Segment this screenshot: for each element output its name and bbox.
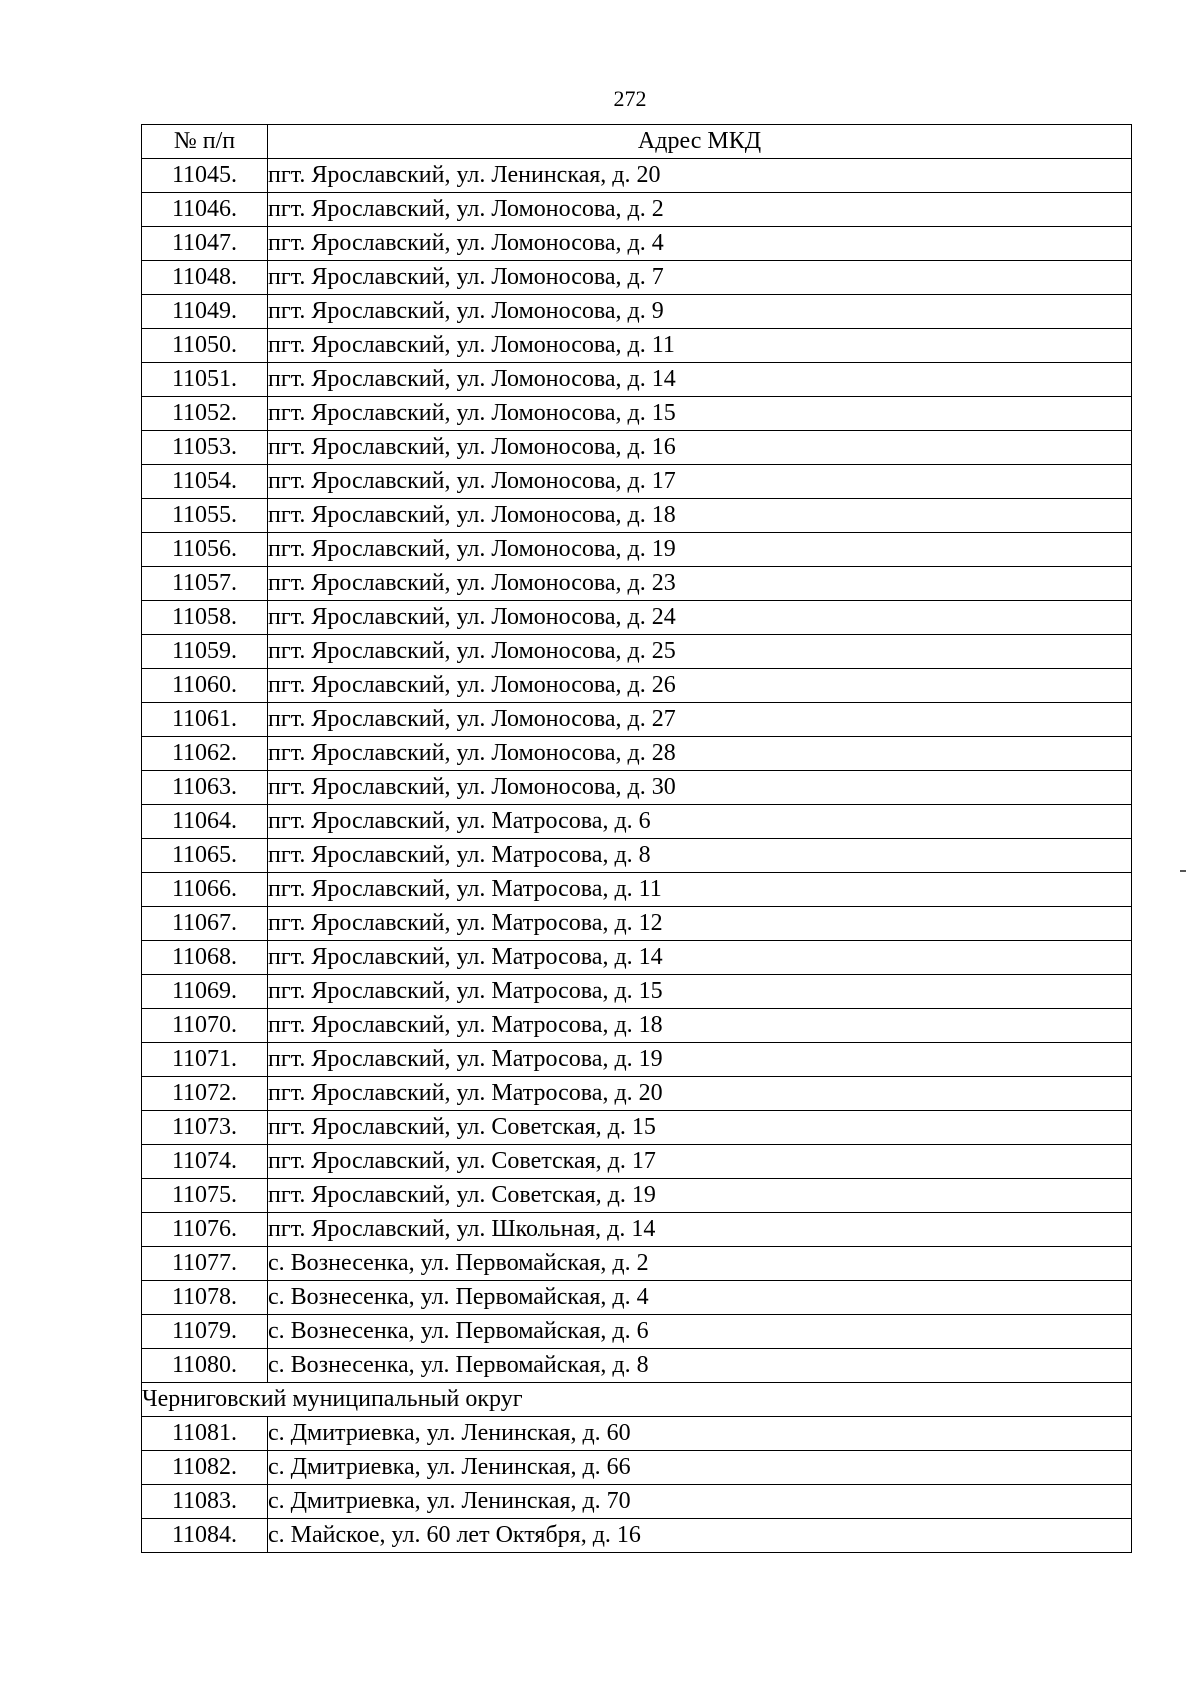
table-row [142, 873, 1132, 907]
row-address: пгт. Ярославский, ул. Школьная, д. 14 [268, 1213, 1132, 1247]
table-row [142, 635, 1132, 669]
row-address: пгт. Ярославский, ул. Ломоносова, д. 27 [268, 703, 1132, 737]
row-address: пгт. Ярославский, ул. Советская, д. 19 [268, 1179, 1132, 1213]
table-row [142, 839, 1132, 873]
row-number: 11047. [142, 227, 268, 261]
table-row [142, 261, 1132, 295]
row-address: пгт. Ярославский, ул. Ломоносова, д. 11 [268, 329, 1132, 363]
table-row [142, 601, 1132, 635]
table-row [142, 941, 1132, 975]
row-address: пгт. Ярославский, ул. Ломоносова, д. 24 [268, 601, 1132, 635]
column-header-number: № п/п [142, 125, 268, 159]
row-address: пгт. Ярославский, ул. Матросова, д. 12 [268, 907, 1132, 941]
row-number: 11079. [142, 1315, 268, 1349]
row-number: 11065. [142, 839, 268, 873]
row-number: 11058. [142, 601, 268, 635]
row-number: 11083. [142, 1485, 268, 1519]
table-row [142, 397, 1132, 431]
row-number: 11063. [142, 771, 268, 805]
row-address: пгт. Ярославский, ул. Ленинская, д. 20 [268, 159, 1132, 193]
row-address: пгт. Ярославский, ул. Ломоносова, д. 18 [268, 499, 1132, 533]
row-address: с. Дмитриевка, ул. Ленинская, д. 70 [268, 1485, 1132, 1519]
row-number: 11072. [142, 1077, 268, 1111]
row-address: с. Дмитриевка, ул. Ленинская, д. 66 [268, 1451, 1132, 1485]
table-row [142, 771, 1132, 805]
table-row [142, 1009, 1132, 1043]
row-address: пгт. Ярославский, ул. Ломоносова, д. 30 [268, 771, 1132, 805]
row-number: 11051. [142, 363, 268, 397]
row-number: 11082. [142, 1451, 268, 1485]
mkd-address-table [141, 124, 1132, 1553]
row-address: с. Майское, ул. 60 лет Октября, д. 16 [268, 1519, 1132, 1553]
table-row [142, 907, 1132, 941]
row-address: пгт. Ярославский, ул. Ломоносова, д. 7 [268, 261, 1132, 295]
row-address: с. Дмитриевка, ул. Ленинская, д. 60 [268, 1417, 1132, 1451]
row-number: 11048. [142, 261, 268, 295]
row-number: 11068. [142, 941, 268, 975]
row-number: 11056. [142, 533, 268, 567]
table-row [142, 193, 1132, 227]
table-row [142, 295, 1132, 329]
table-row [142, 1281, 1132, 1315]
row-number: 11075. [142, 1179, 268, 1213]
row-address: пгт. Ярославский, ул. Матросова, д. 18 [268, 1009, 1132, 1043]
table-row [142, 805, 1132, 839]
row-number: 11070. [142, 1009, 268, 1043]
table-row [142, 1519, 1132, 1553]
row-number: 11050. [142, 329, 268, 363]
row-number: 11067. [142, 907, 268, 941]
row-number: 11071. [142, 1043, 268, 1077]
scan-margin-mark [1180, 870, 1186, 872]
row-address: пгт. Ярославский, ул. Советская, д. 15 [268, 1111, 1132, 1145]
row-address: пгт. Ярославский, ул. Ломоносова, д. 4 [268, 227, 1132, 261]
table-row [142, 1315, 1132, 1349]
row-address: пгт. Ярославский, ул. Матросова, д. 20 [268, 1077, 1132, 1111]
table-row [142, 329, 1132, 363]
table-row [142, 1247, 1132, 1281]
row-address: пгт. Ярославский, ул. Матросова, д. 6 [268, 805, 1132, 839]
table-body [142, 159, 1132, 1553]
row-number: 11074. [142, 1145, 268, 1179]
table-row [142, 1145, 1132, 1179]
table-row [142, 533, 1132, 567]
row-number: 11076. [142, 1213, 268, 1247]
row-address: пгт. Ярославский, ул. Ломоносова, д. 28 [268, 737, 1132, 771]
row-address: пгт. Ярославский, ул. Матросова, д. 11 [268, 873, 1132, 907]
table-row [142, 499, 1132, 533]
table-row [142, 567, 1132, 601]
row-address: пгт. Ярославский, ул. Матросова, д. 14 [268, 941, 1132, 975]
row-number: 11057. [142, 567, 268, 601]
row-number: 11080. [142, 1349, 268, 1383]
row-address: пгт. Ярославский, ул. Ломоносова, д. 15 [268, 397, 1132, 431]
table-row [142, 975, 1132, 1009]
table-row [142, 227, 1132, 261]
row-number: 11069. [142, 975, 268, 1009]
row-number: 11046. [142, 193, 268, 227]
row-number: 11073. [142, 1111, 268, 1145]
row-address: пгт. Ярославский, ул. Ломоносова, д. 14 [268, 363, 1132, 397]
row-number: 11084. [142, 1519, 268, 1553]
row-address: пгт. Ярославский, ул. Ломоносова, д. 9 [268, 295, 1132, 329]
row-number: 11062. [142, 737, 268, 771]
table-row [142, 431, 1132, 465]
page-number: 272 [613, 86, 647, 111]
table-row [142, 1077, 1132, 1111]
row-number: 11081. [142, 1417, 268, 1451]
table-row [142, 737, 1132, 771]
row-number: 11055. [142, 499, 268, 533]
row-address: с. Вознесенка, ул. Первомайская, д. 4 [268, 1281, 1132, 1315]
row-address: пгт. Ярославский, ул. Матросова, д. 15 [268, 975, 1132, 1009]
table-row [142, 1111, 1132, 1145]
row-number: 11053. [142, 431, 268, 465]
table-row [142, 1213, 1132, 1247]
row-address: пгт. Ярославский, ул. Ломоносова, д. 26 [268, 669, 1132, 703]
row-address: пгт. Ярославский, ул. Матросова, д. 8 [268, 839, 1132, 873]
row-number: 11054. [142, 465, 268, 499]
row-number: 11059. [142, 635, 268, 669]
row-address: пгт. Ярославский, ул. Ломоносова, д. 16 [268, 431, 1132, 465]
row-number: 11064. [142, 805, 268, 839]
section-row [142, 1383, 1132, 1417]
table-row [142, 465, 1132, 499]
table-header-row [142, 125, 1132, 159]
table-row [142, 159, 1132, 193]
table-row [142, 1179, 1132, 1213]
row-number: 11049. [142, 295, 268, 329]
row-address: пгт. Ярославский, ул. Ломоносова, д. 25 [268, 635, 1132, 669]
table-row [142, 669, 1132, 703]
row-number: 11066. [142, 873, 268, 907]
row-number: 11060. [142, 669, 268, 703]
table-row [142, 1485, 1132, 1519]
table-row [142, 1349, 1132, 1383]
row-address: пгт. Ярославский, ул. Ломоносова, д. 23 [268, 567, 1132, 601]
row-address: пгт. Ярославский, ул. Ломоносова, д. 2 [268, 193, 1132, 227]
row-number: 11045. [142, 159, 268, 193]
column-header-address: Адрес МКД [268, 125, 1132, 159]
section-title: Черниговский муниципальный округ [142, 1383, 1132, 1417]
table-row [142, 1451, 1132, 1485]
row-address: пгт. Ярославский, ул. Матросова, д. 19 [268, 1043, 1132, 1077]
row-address: пгт. Ярославский, ул. Ломоносова, д. 19 [268, 533, 1132, 567]
row-address: пгт. Ярославский, ул. Советская, д. 17 [268, 1145, 1132, 1179]
row-address: с. Вознесенка, ул. Первомайская, д. 2 [268, 1247, 1132, 1281]
table-row [142, 1043, 1132, 1077]
row-number: 11077. [142, 1247, 268, 1281]
row-number: 11052. [142, 397, 268, 431]
row-address: с. Вознесенка, ул. Первомайская, д. 8 [268, 1349, 1132, 1383]
table-row [142, 1417, 1132, 1451]
row-number: 11061. [142, 703, 268, 737]
row-number: 11078. [142, 1281, 268, 1315]
row-address: пгт. Ярославский, ул. Ломоносова, д. 17 [268, 465, 1132, 499]
row-address: с. Вознесенка, ул. Первомайская, д. 6 [268, 1315, 1132, 1349]
table-row [142, 703, 1132, 737]
table-row [142, 363, 1132, 397]
